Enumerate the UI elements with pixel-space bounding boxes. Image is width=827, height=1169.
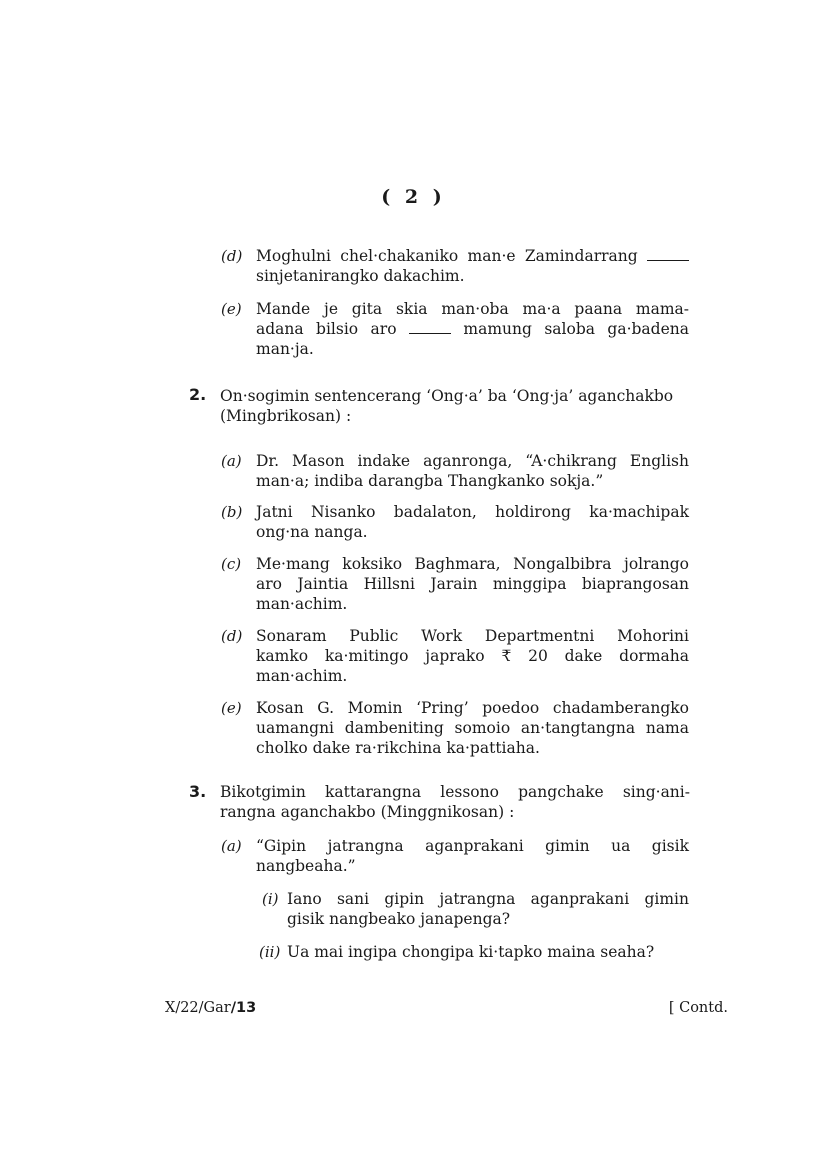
q2-item-e	[256, 698, 689, 758]
page-number: ( 2 )	[381, 186, 446, 208]
item-label: (d)	[221, 627, 243, 645]
item-line: mamung saloba ga·badena	[463, 320, 689, 338]
item-line: man·achim.	[256, 595, 348, 613]
item-line: adana bilsio aro	[256, 320, 397, 338]
question-number: 3.	[189, 782, 207, 801]
item-line: Ua mai ingipa chongipa ki·tapko maina seaha?	[287, 943, 655, 961]
paper-code-prefix: X/22/Gar	[165, 1000, 231, 1016]
item-line: Kosan G. Momin ‘Pring’ poedoo chadamberangko	[256, 699, 689, 717]
question-line: Bikotgimin kattarangna lessono pangchake sing·ani-	[220, 783, 690, 801]
q3-subitem-ii	[287, 942, 689, 962]
item-label: (d)	[221, 247, 243, 265]
question-number: 2.	[189, 385, 207, 404]
item-line: Dr. Mason indake aganronga, “A·chikrang English	[256, 452, 689, 470]
q2-item-d	[256, 626, 689, 686]
item-line: man·a; indiba darangba Thangkanko sokja.”	[256, 472, 604, 490]
q3-subitem-i	[287, 889, 689, 929]
item-label: (e)	[221, 300, 242, 318]
item-line: uamangni dambeniting somoio an·tangtangna nama	[256, 719, 689, 737]
item-line: man·ja.	[256, 340, 314, 358]
question-line: On·sogimin sentencerang ‘Ong·a’ ba ‘Ong·ja’ aganchakbo	[220, 387, 674, 405]
item-label: (i)	[262, 890, 279, 908]
fill-blank	[409, 320, 451, 334]
q2-item-a	[256, 451, 689, 491]
item-line: Moghulni chel·chakaniko man·e Zamindarrang	[256, 247, 638, 265]
item-label: (c)	[221, 555, 242, 573]
item-label: (b)	[221, 503, 243, 521]
question-line: (Mingbrikosan) :	[220, 407, 352, 425]
item-label: (ii)	[259, 943, 281, 961]
item-line: kamko ka·mitingo japrako ₹ 20 dake dormaha	[256, 647, 689, 665]
item-line: cholko dake ra·rikchina ka·pattiaha.	[256, 739, 540, 757]
contd-note: [ Contd.	[668, 1000, 728, 1016]
item-label: (a)	[221, 837, 242, 855]
item-line: gisik nangbeako janapenga?	[287, 910, 511, 928]
q2-item-b	[256, 502, 689, 542]
item-line: “Gipin jatrangna aganprakani gimin ua gisik	[256, 837, 689, 855]
item-line: sinjetanirangko dakachim.	[256, 267, 465, 285]
item-line: ong·na nanga.	[256, 523, 368, 541]
item-line: aro Jaintia Hillsni Jarain minggipa biaprangosan	[256, 575, 689, 593]
item-line: Jatni Nisanko badalaton, holdirong ka·machipak	[256, 503, 689, 521]
q2-item-c	[256, 554, 689, 614]
item-line: man·achim.	[256, 667, 348, 685]
item-label: (e)	[221, 699, 242, 717]
fill-blank	[647, 247, 689, 261]
question-line: rangna aganchakbo (Minggnikosan) :	[220, 803, 515, 821]
paper-code	[165, 1000, 256, 1016]
item-label: (a)	[221, 452, 242, 470]
q3-item-a	[256, 836, 689, 876]
item-line: nangbeaha.”	[256, 857, 356, 875]
paper-code-suffix: /13	[230, 1000, 257, 1016]
item-line: Mande je gita skia man·oba ma·a paana mama-	[256, 300, 689, 318]
item-line: Me·mang koksiko Baghmara, Nongalbibra jolrango	[256, 555, 689, 573]
item-line: Iano sani gipin jatrangna aganprakani gimin	[287, 890, 689, 908]
item-line: Sonaram Public Work Departmentni Mohorini	[256, 627, 689, 645]
